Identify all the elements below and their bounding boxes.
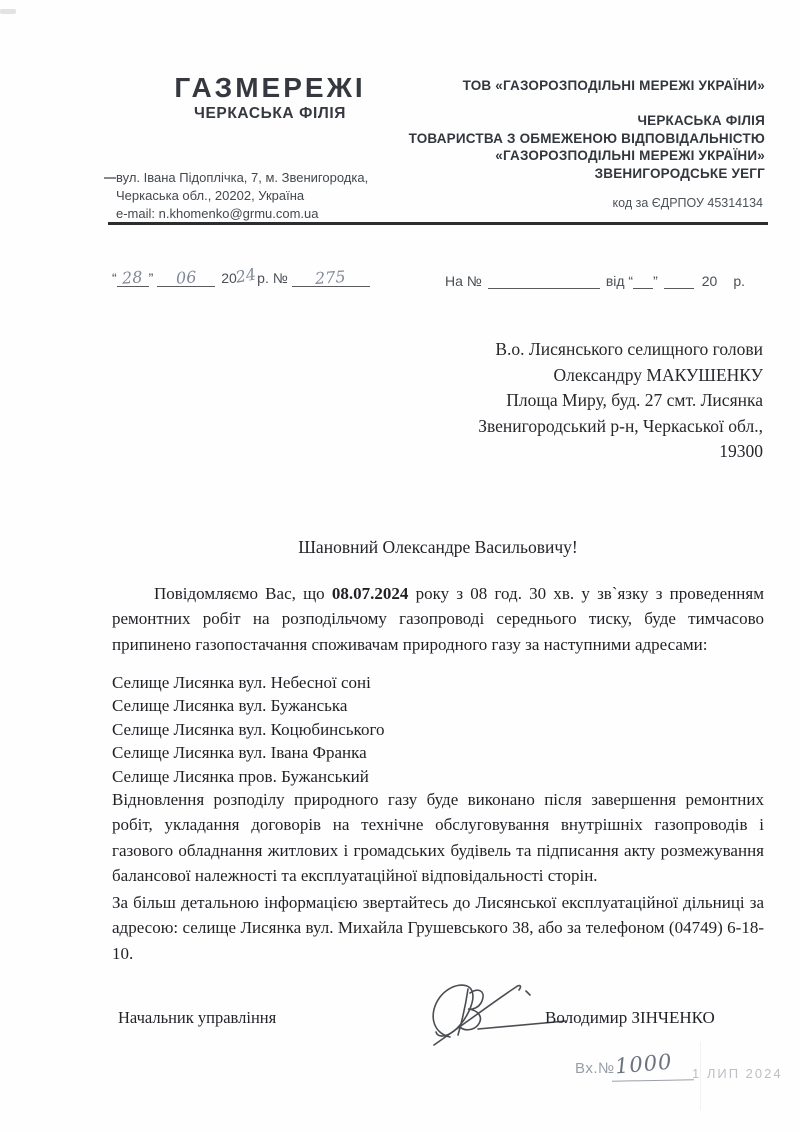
outage-date: 08.07.2024 [331,584,409,603]
incoming-day-blank [633,270,653,289]
handwritten-number: 275 [314,266,347,289]
branch-block [409,112,765,182]
sender-address-line: вул. Івана Підоплічка, 7, м. Звенигородка, [116,170,369,185]
branch-line: ТОВАРИСТВА З ОБМЕЖЕНОЮ ВІДПОВІДАЛЬНІСТЮ [408,130,765,146]
quote-mark: ” [653,273,658,289]
logo-title: ГАЗМЕРЕЖІ [174,72,366,103]
branch-line: «ГАЗОРОЗПОДІЛЬНІ МЕРЕЖІ УКРАЇНИ» [495,148,765,163]
quote-mark: ” [148,270,154,286]
handwritten-year: 24 [233,264,258,287]
printed-century: 20 [221,270,237,286]
outage-address: Селище Лисянка вул. Небесної соні [112,673,371,692]
org-title: ТОВ «ГАЗОРОЗПОДІЛЬНІ МЕРЕЖІ УКРАЇНИ» [462,78,765,93]
incoming-number-blank [488,270,600,289]
sender-address-line: e-mail: n.khomenko@grmu.com.ua [116,206,319,221]
na-no-label: На № [445,273,482,289]
outage-address: Селище Лисянка вул. Бужанська [112,696,348,716]
header-divider [108,222,768,225]
handwritten-day: 28 [121,267,144,288]
incoming-stamp-date: 1 ЛИП 2024 [692,1066,783,1081]
signer-position: Начальник управління [118,1008,277,1027]
printed-year-suffix: р. № [257,270,288,286]
month-blank [157,268,215,287]
salutation: Шановний Олександре Васильовичу! [298,537,578,557]
recipient-line: Площа Миру, буд. 27 смт. Лисянка [506,390,763,410]
incoming-reference [445,270,745,289]
incoming-month-blank [664,270,694,289]
outage-address: Селище Лисянка пров. Бужанський [112,766,369,786]
scan-dash-artifact [104,177,116,179]
recipient-block [478,337,763,465]
paragraph-text: Повідомляємо Вас, що [154,584,332,603]
branch-line: ЗВЕНИГОРОДСЬКЕ УЕГГ [594,165,765,181]
sender-address-line: Черкаська обл., 20202, Україна [116,188,305,203]
incoming-stamp-number: 1000 [614,1049,674,1079]
outage-address: Селище Лисянка вул. Коцюбинського [112,719,385,739]
company-logo [138,72,402,123]
incoming-stamp-label: Вх.№ [575,1060,615,1077]
recipient-line: Звенигородський р-н, Черкаської обл., [478,415,763,436]
sender-address [116,169,368,223]
vid-label: від “ [605,273,634,289]
paragraph-contact-info: За більш детальною інформацією звертайтесь до Лисянської експлуатаційної дільниці за адресою: селище Лисянка вул. Михайла Грушевського 38, або за телефоном (04749) 6-18-10. [112,893,764,963]
paragraph-restoration: Відновлення розподілу природного газу буде виконано після завершення ремонтних робіт, укладання договорів на технічне обслуговування внутрішніх газопроводів і газового обладнання житлових і громадських будівель та підписання акту розмежування балансової належності та експлуатаційної відповідальності сторін. [112,790,764,886]
recipient-line: Олександру МАКУШЕНКУ [553,364,763,385]
paragraph-notice [112,581,764,657]
recipient-line: В.о. Лисянського селищного голови [495,339,763,359]
number-blank [292,268,370,287]
handwritten-month: 06 [175,267,198,288]
edrpou-code: код за ЄДРПОУ 45314134 [612,196,763,210]
signer-name: Володимир ЗІНЧЕНКО [545,1008,715,1027]
incoming-stamp-underline [612,1079,694,1081]
logo-subtitle: ЧЕРКАСЬКА ФІЛІЯ [194,105,346,122]
paragraph-text: року з 08 год. 30 хв. у зв`язку з проведенням ремонтних робіт на розподільчому газопроводі середнього тиску, буде тимчасово припинено газопостачання споживачам природного газу за наступними адресами: [112,584,764,654]
quote-mark: “ [112,270,117,286]
incoming-century: 20 [701,273,718,289]
day-blank [117,268,149,287]
scan-speck [0,9,16,14]
recipient-line: 19300 [719,441,763,461]
r-label: р. [733,273,746,289]
branch-line: ЧЕРКАСЬКА ФІЛІЯ [637,113,765,128]
outage-address-list [112,671,385,788]
outage-address: Селище Лисянка вул. Івана Франка [112,743,367,763]
outgoing-reference [112,264,370,289]
